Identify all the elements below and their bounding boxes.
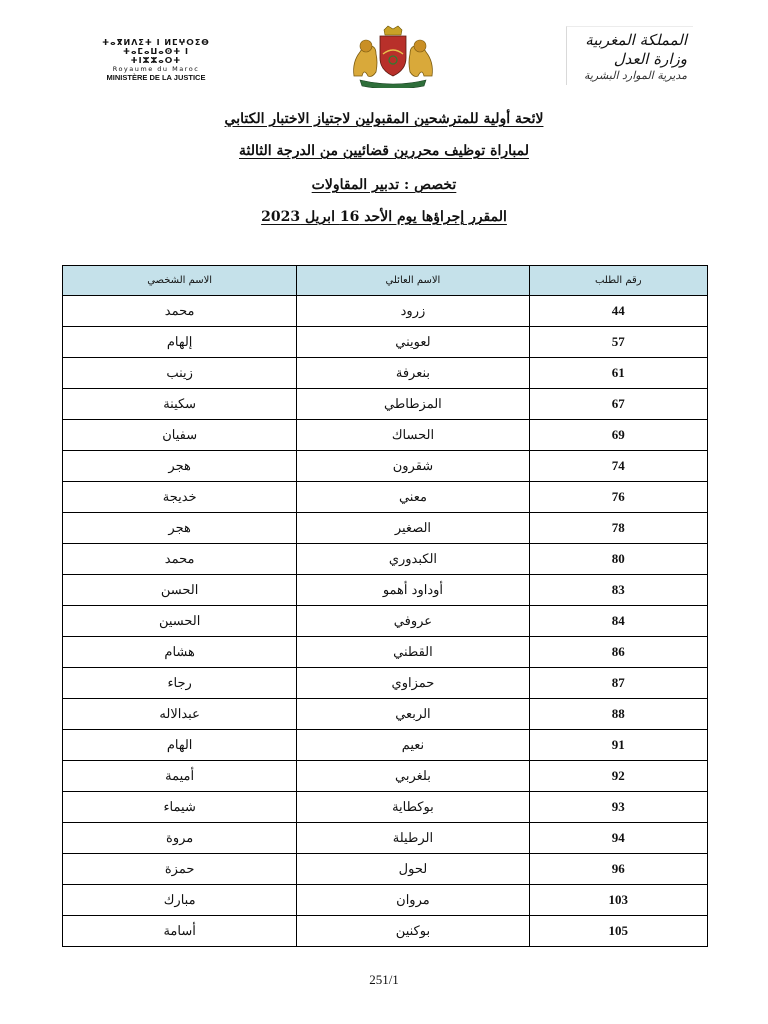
table-row	[63, 730, 708, 761]
title-line-1	[0, 110, 768, 128]
table-row	[63, 792, 708, 823]
header-personal-name: الاسم الشخصي	[63, 266, 297, 296]
ministere-text: MINISTÈRE DE LA JUSTICE	[106, 73, 206, 82]
kingdom-name: المملكة المغربية	[585, 31, 687, 49]
title-line-2	[0, 142, 768, 160]
application-number-cell: 87	[529, 668, 707, 699]
table-header-row	[63, 266, 708, 296]
personal-name-cell: عبدالاله	[63, 699, 297, 730]
application-number-cell: 84	[529, 606, 707, 637]
application-number-cell: 76	[529, 482, 707, 513]
family-name-cell: حمزاوي	[297, 668, 529, 699]
application-number-cell: 93	[529, 792, 707, 823]
family-name-cell: نعيم	[297, 730, 529, 761]
table-row	[63, 823, 708, 854]
table-row	[63, 699, 708, 730]
title-line-3-text: تخصص : تدبير المقاولات	[311, 177, 457, 193]
application-number-cell: 96	[529, 854, 707, 885]
family-name-cell: لعويني	[297, 327, 529, 358]
family-name-cell: المزطاطي	[297, 389, 529, 420]
personal-name-cell: هجر	[63, 513, 297, 544]
family-name-cell: القطني	[297, 637, 529, 668]
personal-name-cell: أميمة	[63, 761, 297, 792]
table-row	[63, 575, 708, 606]
table-row	[63, 668, 708, 699]
personal-name-cell: سكينة	[63, 389, 297, 420]
family-name-cell: الكبدوري	[297, 544, 529, 575]
application-number-cell: 74	[529, 451, 707, 482]
table-row	[63, 296, 708, 327]
ministry-logo-left	[100, 38, 212, 82]
candidates-table	[62, 265, 708, 947]
personal-name-cell: سفيان	[63, 420, 297, 451]
personal-name-cell: هشام	[63, 637, 297, 668]
table-row	[63, 637, 708, 668]
application-number-cell: 80	[529, 544, 707, 575]
family-name-cell: زرود	[297, 296, 529, 327]
family-name-cell: عروفي	[297, 606, 529, 637]
table-row	[63, 513, 708, 544]
personal-name-cell: إلهام	[63, 327, 297, 358]
application-number-cell: 92	[529, 761, 707, 792]
personal-name-cell: خديجة	[63, 482, 297, 513]
application-number-cell: 69	[529, 420, 707, 451]
ministry-header-right	[566, 26, 693, 85]
personal-name-cell: رجاء	[63, 668, 297, 699]
personal-name-cell: أسامة	[63, 916, 297, 947]
tifinagh-text: ⵜⴰⴳⵍⴷⵉⵜ ⵏ ⵍⵎⵖⵔⵉⴱ	[102, 38, 210, 47]
application-number-cell: 88	[529, 699, 707, 730]
table-row	[63, 482, 708, 513]
application-number-cell: 103	[529, 885, 707, 916]
personal-name-cell: مبارك	[63, 885, 297, 916]
application-number-cell: 83	[529, 575, 707, 606]
application-number-cell: 86	[529, 637, 707, 668]
application-number-cell: 44	[529, 296, 707, 327]
personal-name-cell: الحسن	[63, 575, 297, 606]
family-name-cell: الصغير	[297, 513, 529, 544]
family-name-cell: مروان	[297, 885, 529, 916]
family-name-cell: الرطيلة	[297, 823, 529, 854]
table-row	[63, 327, 708, 358]
table-row	[63, 606, 708, 637]
table-row	[63, 916, 708, 947]
family-name-cell: بنعرفة	[297, 358, 529, 389]
family-name-cell: لحول	[297, 854, 529, 885]
table-row	[63, 451, 708, 482]
title-line-4-text: المقرر إجراؤها يوم الأحد 16 ابريل 2023	[261, 209, 507, 225]
royaume-text: Royaume du Maroc	[112, 65, 200, 73]
application-number-cell: 67	[529, 389, 707, 420]
application-number-cell: 94	[529, 823, 707, 854]
personal-name-cell: شيماء	[63, 792, 297, 823]
table-row	[63, 389, 708, 420]
table-row	[63, 761, 708, 792]
personal-name-cell: محمد	[63, 544, 297, 575]
personal-name-cell: مروة	[63, 823, 297, 854]
header-family-name: الاسم العائلي	[297, 266, 529, 296]
personal-name-cell: محمد	[63, 296, 297, 327]
title-line-3	[0, 176, 768, 194]
family-name-cell: أوداود أهمو	[297, 575, 529, 606]
table-row	[63, 420, 708, 451]
personal-name-cell: الحسين	[63, 606, 297, 637]
table-row	[63, 854, 708, 885]
family-name-cell: بلغربي	[297, 761, 529, 792]
family-name-cell: معني	[297, 482, 529, 513]
family-name-cell: الربعي	[297, 699, 529, 730]
personal-name-cell: زينب	[63, 358, 297, 389]
title-line-2-text: لمباراة توظيف محررين قضائيين من الدرجة الثالثة	[239, 143, 529, 159]
application-number-cell: 91	[529, 730, 707, 761]
table-row	[63, 885, 708, 916]
personal-name-cell: هجر	[63, 451, 297, 482]
personal-name-cell: الهام	[63, 730, 297, 761]
coat-of-arms-icon	[346, 24, 440, 88]
application-number-cell: 105	[529, 916, 707, 947]
table-row	[63, 358, 708, 389]
title-line-1-text: لائحة أولية للمترشحين المقبولين لاجتياز الاختبار الكتابي	[224, 111, 544, 127]
directorate-name: مديرية الموارد البشرية	[583, 69, 687, 82]
family-name-cell: بوكنين	[297, 916, 529, 947]
header-application-number: رقم الطلب	[529, 266, 707, 296]
title-line-4	[0, 208, 768, 226]
family-name-cell: الحساك	[297, 420, 529, 451]
personal-name-cell: حمزة	[63, 854, 297, 885]
family-name-cell: شقرون	[297, 451, 529, 482]
tifinagh-text-2: ⵜⴰⵎⴰⵡⴰⵙⵜ ⵏ ⵜⵏⵣⵣⴰⵔⵜ	[122, 47, 190, 65]
application-number-cell: 57	[529, 327, 707, 358]
application-number-cell: 61	[529, 358, 707, 389]
table-row	[63, 544, 708, 575]
application-number-cell: 78	[529, 513, 707, 544]
family-name-cell: بوكطاية	[297, 792, 529, 823]
ministry-name: وزارة العدل	[613, 50, 687, 68]
page-number: 251/1	[369, 972, 399, 987]
